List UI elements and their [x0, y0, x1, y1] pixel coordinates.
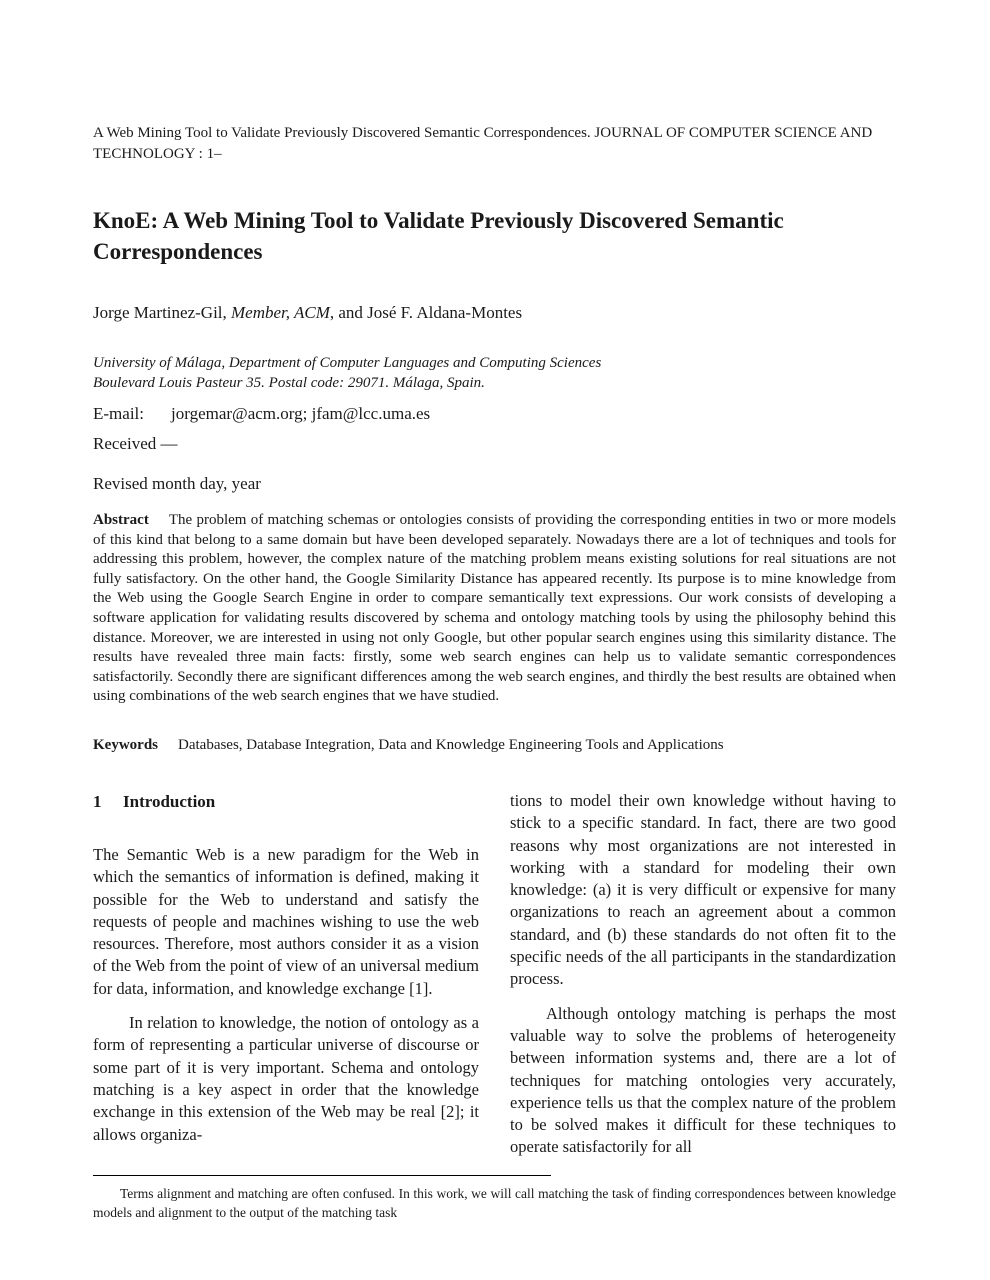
received-date: Received — [93, 434, 178, 453]
abstract [93, 511, 896, 707]
affiliation-line-2: Boulevard Louis Pasteur 35. Postal code: 29071. Málaga, Spain. [93, 375, 485, 391]
author-name: Jorge Martinez-Gil, [93, 303, 232, 322]
body-paragraph: The Semantic Web is a new paradigm for the Web in which the semantics of information is defined, making it possible for the Web to understand and satisfy the requests of people and machines wishing to use the web resources. Therefore, most authors consider it as a vision of the Web from the point of view of an universal medium for data, information, and knowledge exchange [1]. [93, 845, 479, 998]
email-line [93, 404, 430, 424]
running-head: A Web Mining Tool to Validate Previously Discovered Semantic Correspondences. JOURNAL OF COMPUTER SCIENCE AND TECHNOLOGY : 1– [93, 125, 873, 162]
footnote-rule [93, 1175, 551, 1176]
section-title: Introduction [123, 792, 216, 811]
author-line [93, 303, 522, 323]
right-column [510, 790, 896, 1159]
affiliation [93, 353, 601, 393]
keywords-heading: Keywords [93, 737, 158, 753]
footnote: Terms alignment and matching are often confused. In this work, we will call matching the task of finding correspondences between knowledge models and alignment to the output of the matching task [93, 1186, 896, 1220]
section-number: 1 [93, 792, 102, 811]
email-label: E-mail: [93, 404, 144, 423]
author-role: Member, ACM [231, 303, 330, 322]
abstract-heading: Abstract [93, 512, 149, 528]
revised-date: Revised month day, year [93, 474, 261, 493]
abstract-text: The problem of matching schemas or ontologies consists of providing the corresponding entities in two or more models of this kind that belong to a same domain but have been developed separately. Nowadays there are a lot of techniques and tools for addressing this problem, however, the complex nature of the matching problem means existing solutions for real situations are not fully satisfactory. On the other hand, the Google Similarity Distance has appeared recently. Its purpose is to mine knowledge from the Web using the Google Search Engine in order to compare semantically text expressions. Our work consists of developing a software application for validating results discovered by schema and ontology matching tools by using the philosophy behind this distance. Moreover, we are interested in using not only Google, but other popular search engines using this similarity distance. The results have revealed three main facts: firstly, some web search engines can help us to validate semantic correspondences satisfactorily. Secondly there are significant differences among the web search engines, and thirdly the best results are obtained when using combinations of the web search engines that we have studied. [93, 512, 896, 705]
body-paragraph: tions to model their own knowledge without having to stick to a specific standard. In fact, there are two good reasons why most organizations are not interested in working with a standard for modeling their own knowledge: (a) it is very difficult or expensive for many organizations to reach an agreement about a common standard, and (b) these standards do not often fit to the specific needs of the all participants in the standardization process. [510, 791, 896, 989]
left-column [93, 790, 479, 1146]
email-address: jorgemar@acm.org; jfam@lcc.uma.es [171, 404, 431, 423]
keywords [93, 737, 896, 754]
body-paragraph: Although ontology matching is perhaps the most valuable way to solve the problems of heterogeneity between information systems and, there are a lot of techniques for matching ontologies very accurately, experience tells us that the complex nature of the problem to be solved makes it difficult for these techniques to operate satisfactorily for all [510, 1003, 896, 1157]
body-paragraph: In relation to knowledge, the notion of ontology as a form of representing a particular universe of discourse or some part of it is very important. Schema and ontology matching is a key aspect in order that the knowledge exchange in this extension of the Web may be real [2]; it allows organiza- [93, 1013, 479, 1144]
author-coauthor: , and José F. Aldana-Montes [329, 303, 523, 322]
affiliation-line-1: University of Málaga, Department of Computer Languages and Computing Sciences [93, 355, 602, 371]
section-heading [93, 790, 479, 814]
keywords-text: Databases, Database Integration, Data and Knowledge Engineering Tools and Applications [178, 737, 724, 753]
paper-title: KnoE: A Web Mining Tool to Validate Previously Discovered Semantic Correspondences [93, 208, 784, 264]
